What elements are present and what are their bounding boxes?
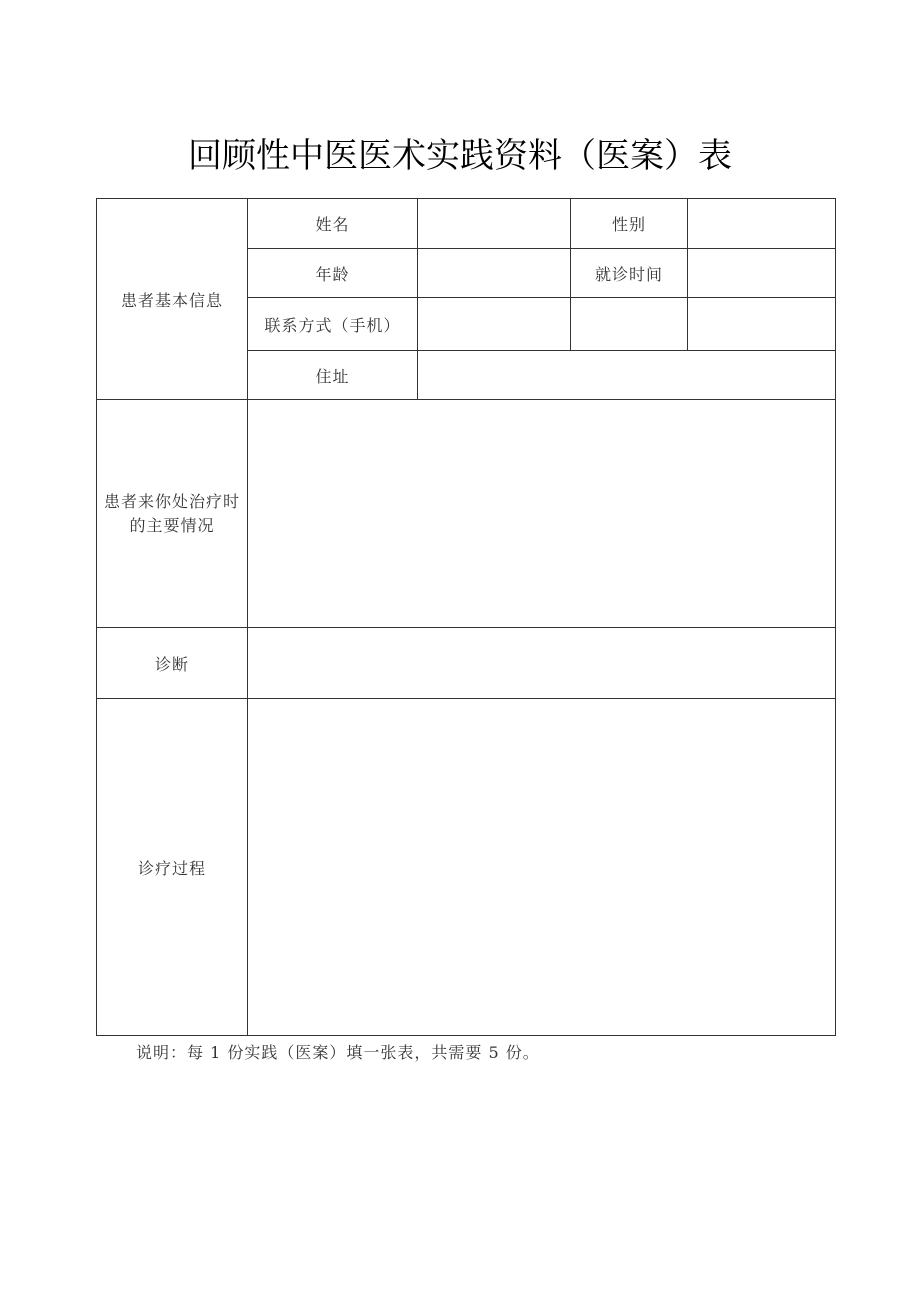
name-label-cell [248,199,418,249]
age-label-cell [248,249,418,298]
visit-time-label-cell [571,249,688,298]
visit-time-label: 就诊时间 [594,264,663,284]
treatment-process-field[interactable] [248,699,836,1036]
contact-extra-field-2[interactable] [688,298,836,351]
contact-field[interactable] [418,298,571,351]
table-row [97,628,836,699]
diagnosis-label: 诊断 [154,654,189,674]
treatment-process-label: 诊疗过程 [137,858,206,878]
instruction-note: 说明：每 1 份实践（医案）填一张表，共需要 5 份。 [136,1043,540,1062]
contact-label: 联系方式（手机） [264,315,401,335]
diagnosis-label-cell [97,628,248,699]
address-label-cell [248,351,418,400]
gender-label-cell [571,199,688,249]
table-row [97,400,836,628]
page-title: 回顾性中医医术实践资料（医案）表 [188,136,732,176]
gender-field[interactable] [688,199,836,249]
main-situation-label-cell [97,400,248,628]
treatment-process-label-cell [97,699,248,1036]
main-situation-field[interactable] [248,400,836,628]
table-row [97,699,836,1036]
main-situation-label-line2: 的主要情况 [129,515,215,535]
age-field[interactable] [418,249,571,298]
address-label: 住址 [315,366,350,386]
table-row [97,199,836,249]
basic-info-label: 患者基本信息 [120,290,223,310]
address-field[interactable] [418,351,836,400]
gender-label: 性别 [611,215,646,234]
contact-label-cell [248,298,418,351]
medical-record-form [96,198,836,1036]
main-situation-label-line1: 患者来你处治疗时 [103,491,240,511]
name-field[interactable] [418,199,571,249]
name-label: 姓名 [315,215,350,234]
visit-time-field[interactable] [688,249,836,298]
contact-extra-field[interactable] [571,298,688,351]
age-label: 年龄 [315,264,350,284]
diagnosis-field[interactable] [248,628,836,699]
basic-info-section-label [97,199,248,400]
